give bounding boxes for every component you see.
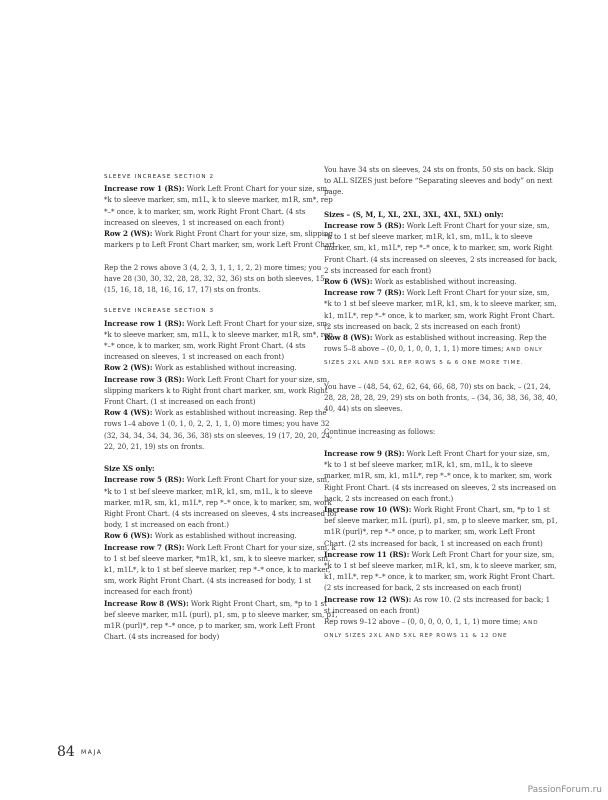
paragraph: You have 34 sts on sleeves, 24 sts on fronts, 50 sts on back. Skip to ALL SIZES just before “Separating sleeves and body” on next page. [324, 165, 554, 197]
row-label: Increase row 7 (RS): [104, 542, 185, 552]
watermark: PassionForum.ru [527, 785, 602, 795]
row-text: Work Left Front Chart for your size, sm, k to 1 st bef sleeve marker, *m1R, k1, sm, k to sleeve marker, sm, k1, m1L*, k to 1 st bef sleeve marker, rep *–* once, k to marker, sm, work Right Front Chart. (4 sts increased for body, 1 st increased for each front) [104, 542, 336, 597]
paragraph [104, 407, 338, 452]
row-label: Increase row 1 (RS): [104, 318, 185, 328]
row-label: Increase Row 8 (WS): [104, 598, 189, 608]
paragraph [324, 504, 558, 549]
paragraph [324, 594, 558, 616]
paragraph: Continue increasing as follows: [324, 426, 436, 436]
paragraph [104, 474, 338, 530]
row-label: Row 2 (WS): [104, 229, 153, 239]
row-text: Work Left Front Chart for your size, sm, *k to 1 st bef sleeve marker, m1R, k1, sm, k to sleeve marker, sm, k1, m1L*, rep *–* once, k to marker, sm, work Right Front Chart. (2 sts increased for back, 2 sts increased on each front) [324, 549, 557, 593]
row-text: Work as established without increasing. [152, 531, 297, 541]
row-text: Work Left Front Chart for your size, sm, *k to 1 st bef sleeve marker, m1R, k1, sm, m1L, k to sleeve marker, m1R, sm, k1, m1L*, rep *–* once, k to marker, sm, work Right Front Chart. (4 sts increased on sleeves, 2 sts increased on back, 2 sts increased on each front.) [324, 449, 556, 503]
row-label: Row 6 (WS): [324, 277, 373, 287]
paragraph [104, 228, 338, 250]
right-column [324, 164, 558, 642]
row-label: Increase row 5 (RS): [324, 221, 405, 230]
row-text: Rep rows 9–12 above – (0, 0, 0, 0, 0, 1, 1, 1) more time; [324, 617, 521, 627]
row-text: As row 10. (2 sts increased for back; 1 st increased on each front) [324, 594, 551, 615]
row-text: Work Right Front Chart for your size, sm, slipping markers p to Left Front Chart marker, sm, work Left Front Chart. [104, 229, 338, 250]
paragraph [104, 362, 338, 373]
row-label: Row 8 (WS): [324, 333, 373, 343]
size-heading: Sizes – (S, M, L, XL, 2XL, 3XL, 4XL, 5XL) only: [324, 209, 504, 219]
row-text: Work Left Front Chart for your size, sm, *k to 1 st bef sleeve marker, m1R, k1, sm, m1L, k to sleeve marker, m1R, sm, k1, m1L*, rep *–* once, k to marker, sm, work Right Front Chart. (4 sts increased on sleeves, 4 sts increased for body, 1 st increased on each front.) [104, 475, 338, 530]
row-text: Work as established without increasing. Rep the rows 5–8 above – (0, 0, 1, 0, 0, 1, 1, 1) more times; [324, 333, 547, 354]
row-label: Increase row 5 (RS): [104, 475, 185, 485]
section-heading: SLEEVE INCREASE SECTION 2 [104, 174, 215, 180]
paragraph [324, 332, 558, 370]
page-number: 84 [57, 744, 75, 760]
paragraph [324, 276, 558, 287]
row-text: Work Left Front Chart for your size, sm, slipping markers k to Right front chart marker, sm, work Right Front Chart. (1 st increased on each front) [104, 374, 330, 407]
row-text: Work as established without increasing. Rep the rows 1–4 above 1 (0, 1, 0, 2, 2, 1, 1, 0) more times; you have 32 (32, 34, 34, 34, 34, 36, 36, 38) sts on sleeves, 19 (17, 20, 20, 24, 22, 20, 21, 19) sts on fronts. [104, 408, 333, 451]
row-text: Work Left Front Chart for your size, sm, *k to sleeve marker, sm, m1L, k to sleeve marker, m1R, sm*, rep *–* once, k to marker, sm, work Right Front Chart. (4 sts increased on sleeves, 1 st increased on each front) [104, 184, 333, 227]
row-text: Work Right Front Chart, sm, *p to 1 st bef sleeve marker, m1L (purl), p1, sm, p to sleeve marker, sm, p1, m1R (purl)*, rep *–* once, p to marker, sm, work Left Front Chart. (2 sts increased for back, 1 st increased on each front) [324, 505, 558, 548]
caps-note: AND ONLY SIZES 2XL AND 5XL REP ROWS 11 & 12 ONE [324, 620, 539, 640]
row-label: Increase row 11 (RS): [324, 549, 410, 559]
paragraph [104, 542, 338, 598]
paragraph [104, 183, 338, 228]
paragraph [104, 318, 338, 363]
row-label: Row 6 (WS): [104, 531, 153, 541]
paragraph: Rep the 2 rows above 3 (4, 2, 3, 1, 1, 1, 2, 2) more times; you have 28 (30, 30, 32, 28, 28, 32, 32, 36) sts on both sleeves, 15 (15, 16, 18, 18, 16, 16, 17, 17) sts on fronts. [104, 262, 325, 295]
row-label: Increase row 7 (RS): [324, 288, 405, 298]
paragraph [324, 287, 558, 332]
left-column [104, 172, 338, 642]
row-label: Increase row 1 (RS): [104, 184, 185, 194]
paragraph: You have – (48, 54, 62, 62, 64, 66, 68, 70) sts on back, – (21, 24, 28, 28, 28, 28, 29, 29) sts on both fronts, – (34, 36, 38, 36, 38, 40, 40, 44) sts on sleeves. [324, 381, 558, 414]
row-label: Increase row 9 (RS): [324, 449, 405, 459]
row-label: Row 4 (WS): [104, 408, 153, 418]
row-text: Work Left Front Chart for your size, sm, *k to 1 st bef sleeve marker, m1R, k1, sm, m1L, k to sleeve marker, sm, k1, m1L*, rep *–* once, k to marker, sm, work Right Front Chart. (4 sts increased on sleeves, 2 sts increased for back, 2 sts increased for each front) [324, 221, 558, 275]
paragraph [324, 549, 558, 594]
row-label: Row 2 (WS): [104, 363, 153, 373]
paragraph [324, 448, 558, 504]
row-text: Work Right Front Chart, sm, *p to 1 st bef sleeve marker, m1L (purl), p1, sm, p to sleeve marker, sm, p1, m1R (purl)*, rep *–* once, p to marker, sm, work Left Front Chart. (4 sts increased for body) [104, 598, 338, 642]
paragraph [104, 598, 338, 643]
magazine-name: MAJA [81, 749, 103, 756]
row-text: Work Left Front Chart for your size, sm, *k to sleeve marker, sm, m1L, k to sleeve marker, m1R, sm*, rep *–* once, k to marker, sm, work Right Front Chart. (4 sts increased on sleeves, 1 st increased on each front) [104, 318, 333, 362]
paragraph [104, 374, 338, 408]
row-text: Work as established without increasing. [152, 363, 297, 373]
row-label: Increase row 3 (RS): [104, 374, 185, 384]
size-heading: Size XS only: [104, 464, 155, 474]
row-label: Increase row 10 (WS): [324, 505, 412, 515]
paragraph [324, 616, 558, 642]
row-label: Increase row 12 (WS): [324, 594, 412, 604]
caps-note: AND ONLY SIZES 2XL AND 5XL REP ROWS 5 & 6 ONE MORE TIME. [324, 347, 543, 367]
paragraph [324, 220, 558, 276]
row-text: Work Left Front Chart for your size, sm, *k to 1 st bef sleeve marker, m1R, k1, sm, k to sleeve marker, sm, k1, m1L*, rep *–* once, k to marker, sm, work Right Front Chart. (2 sts increased on back, 2 sts increased on each front) [324, 288, 557, 331]
paragraph [104, 530, 338, 541]
section-heading: SLEEVE INCREASE SECTION 3 [104, 308, 215, 315]
row-text: Work as established without increasing. [372, 277, 517, 287]
